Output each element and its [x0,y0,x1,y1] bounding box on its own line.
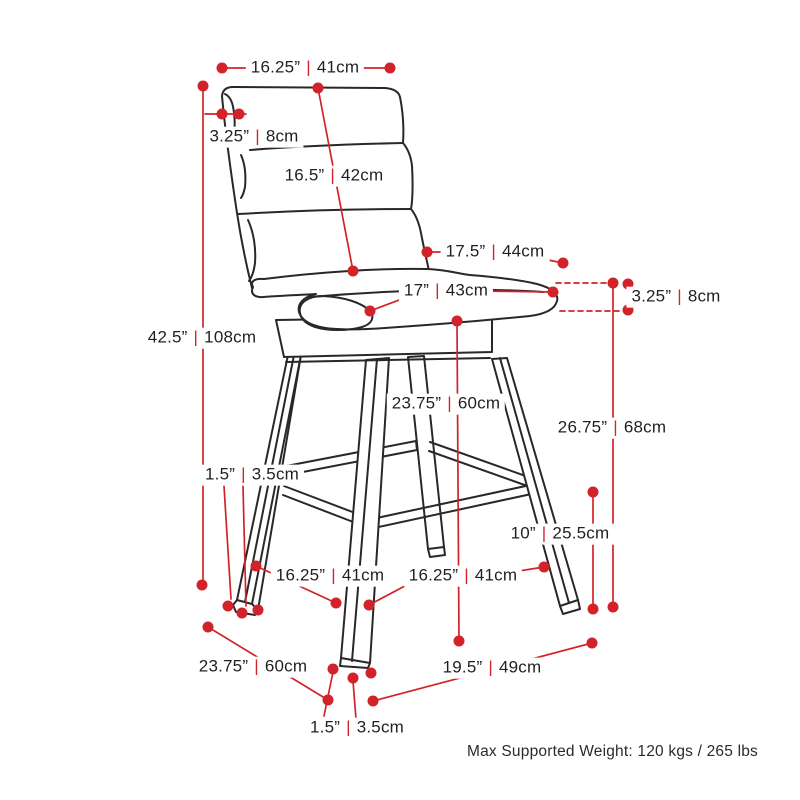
dim-label-seat-height [387,394,505,415]
dim-label-base-width [438,658,547,679]
leg-right-rear [408,356,445,557]
dim-value-cm: 41cm [316,57,360,77]
dim-separator: | [464,565,469,585]
dim-value-in: 10” [510,523,536,543]
dim-label-backrest-height [280,166,389,187]
dim-value-in: 17” [403,280,430,300]
dim-label-leg-spacing-left [271,566,389,587]
dim-value-cm: 8cm [687,286,721,306]
dim-value-in: 16.25” [250,57,301,77]
dim-value-in: 16.25” [408,565,459,585]
dim-value-in: 3.25” [209,126,250,146]
dim-value-cm: 49cm [499,657,542,677]
dim-line-seat-height [457,321,459,641]
dim-separator: | [306,57,311,77]
stretcher-lower-left [283,486,363,525]
dim-value-cm: 108cm [204,327,257,347]
dim-value-cm: 8cm [265,126,299,146]
dim-label-seat-thickness [626,287,725,308]
dim-value-in: 16.5” [284,165,325,185]
dim-value-in: 42.5” [147,327,188,347]
dim-value-in: 1.5” [309,717,341,737]
dim-value-cm: 44cm [502,241,545,261]
dim-label-overall-height [143,328,261,349]
dim-label-seat-width [399,281,493,302]
dim-value-cm: 3.5cm [356,717,405,737]
dim-value-in: 16.25” [275,565,326,585]
dim-label-backrest-thickness [204,127,303,148]
dim-label-seat-height-side [553,418,671,439]
dim-separator: | [331,565,336,585]
dim-separator: | [447,393,452,413]
stretcher-lower-right [372,484,536,528]
dim-value-cm: 42cm [341,165,384,185]
dim-separator: | [254,656,259,676]
max-weight-note: Max Supported Weight: 120 kgs / 265 lbs [467,743,758,760]
dim-separator: | [346,717,351,737]
dim-value-cm: 60cm [457,393,501,413]
dim-value-cm: 25.5cm [552,523,610,543]
dim-separator: | [488,657,493,677]
dim-value-cm: 3.5cm [251,464,300,484]
dim-label-foot-thickness [305,718,409,739]
dim-label-seat-depth [441,242,550,263]
dim-separator: | [241,464,246,484]
dim-separator: | [677,286,682,306]
dim-separator: | [613,417,618,437]
dim-label-base-depth [194,657,312,678]
dim-label-leg-spacing-right [404,566,522,587]
backrest-outline [222,87,429,288]
dim-separator: | [255,126,260,146]
dim-value-in: 26.75” [557,417,608,437]
dim-label-leg-thickness [200,465,304,486]
dim-value-in: 1.5” [204,464,236,484]
dim-value-cm: 41cm [341,565,385,585]
dim-label-backrest-width [246,58,364,79]
dim-separator: | [491,241,496,261]
dim-label-footrest-height [506,524,615,545]
dim-value-in: 19.5” [442,657,483,677]
dim-value-in: 3.25” [631,286,672,306]
dim-separator: | [330,165,335,185]
dim-value-cm: 41cm [474,565,518,585]
dim-value-in: 17.5” [445,241,486,261]
dim-separator: | [435,280,440,300]
dim-value-in: 23.75” [198,656,249,676]
dim-separator: | [193,327,199,347]
dim-value-cm: 68cm [623,417,667,437]
dim-separator: | [541,523,547,543]
dim-value-cm: 60cm [264,656,308,676]
dim-value-cm: 43cm [445,280,489,300]
dim-value-in: 23.75” [391,393,442,413]
